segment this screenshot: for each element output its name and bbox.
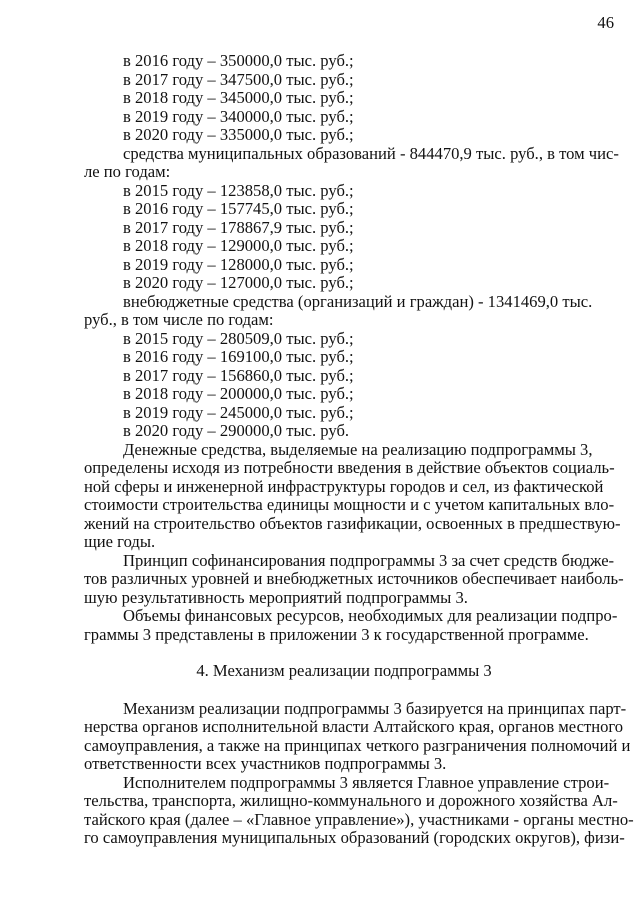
list-item: в 2015 году – 280509,0 тыс. руб.; — [123, 328, 354, 348]
list-item: в 2018 году – 129000,0 тыс. руб.; — [123, 236, 354, 255]
paragraph-line: го самоуправления муниципальных образований (городских округов), физи- — [84, 828, 625, 847]
paragraph-line: Механизм реализации подпрограммы 3 базируется на принципах парт- — [123, 698, 627, 718]
paragraph-line: тов различных уровней и внебюджетных источников обеспечивает наиболь- — [84, 569, 624, 588]
list-item: в 2020 году – 290000,0 тыс. руб. — [123, 421, 350, 440]
list-item: в 2016 году – 157745,0 тыс. руб.; — [123, 199, 354, 218]
list-item: в 2020 году – 127000,0 тыс. руб.; — [123, 273, 354, 292]
paragraph-line: ответственности всех участников подпрограммы 3. — [84, 754, 447, 773]
paragraph-line: Денежные средства, выделяемые на реализацию подпрограммы 3, — [123, 439, 593, 459]
extrabudget-intro: внебюджетные средства (организаций и граждан) - 1341469,0 тыс. — [123, 291, 593, 311]
paragraph-line: определены исходя из потребности введения в действие объектов социаль- — [84, 458, 615, 477]
extrabudget-intro-continued: руб., в том числе по годам: — [84, 310, 274, 329]
page-number: 46 — [597, 13, 614, 32]
extrabudget-funds-block — [84, 293, 604, 441]
paragraph-line: ной сферы и инженерной инфраструктуры городов и сел, из фактической — [84, 476, 604, 496]
list-item: в 2018 году – 345000,0 тыс. руб.; — [123, 88, 354, 107]
list-item: в 2019 году – 340000,0 тыс. руб.; — [123, 106, 354, 126]
paragraph-line: тайского края (далее – «Главное управление»), участниками - органы местно- — [84, 809, 634, 829]
paragraph-executor — [84, 772, 634, 848]
municipal-intro-continued: ле по годам: — [84, 162, 171, 181]
paragraph-cofinancing — [84, 550, 624, 608]
paragraph-line: стоимости строительства единицы мощности и с учетом капитальных вло- — [84, 495, 615, 514]
list-item: в 2020 году – 335000,0 тыс. руб.; — [123, 125, 354, 144]
paragraph-line: Объемы финансовых ресурсов, необходимых для реализации подпро- — [123, 606, 618, 625]
list-item: в 2019 году – 245000,0 тыс. руб.; — [123, 402, 354, 422]
paragraph-line: щие годы. — [84, 532, 156, 551]
paragraph-line: нерства органов исполнительной власти Алтайского края, органов местного — [84, 717, 624, 736]
financing-top-list — [84, 52, 604, 145]
paragraph-line: самоуправления, а также на принципах четкого разграничения полномочий и — [84, 735, 631, 755]
municipal-intro: средства муниципальных образований - 844470,9 тыс. руб., в том чис- — [123, 143, 619, 163]
paragraph-funds — [84, 439, 621, 552]
paragraph-line: граммы 3 представлены в приложении 3 к государственной программе. — [84, 624, 589, 644]
list-item: в 2019 году – 128000,0 тыс. руб.; — [123, 254, 354, 274]
paragraph-line: Принцип софинансирования подпрограммы 3 за счет средств бюдже- — [123, 550, 615, 570]
list-item: в 2017 году – 178867,9 тыс. руб.; — [123, 217, 354, 237]
page-content — [84, 51, 634, 848]
paragraph-line: Исполнителем подпрограммы 3 является Главное управление строи- — [123, 772, 610, 792]
paragraph-line: шую результативность мероприятий подпрограммы 3. — [84, 587, 468, 607]
list-item: в 2016 году – 350000,0 тыс. руб.; — [123, 51, 354, 70]
list-item: в 2015 году – 123858,0 тыс. руб.; — [123, 180, 354, 200]
list-item: в 2017 году – 156860,0 тыс. руб.; — [123, 365, 354, 385]
list-item: в 2016 году – 169100,0 тыс. руб.; — [123, 347, 354, 366]
paragraph-volumes — [84, 606, 618, 644]
list-item: в 2017 году – 347500,0 тыс. руб.; — [123, 69, 354, 89]
paragraph-mechanism — [84, 698, 631, 774]
paragraph-line: жений на строительство объектов газификации, освоенных в предшествую- — [84, 513, 621, 533]
section-heading: 4. Механизм реализации подпрограммы 3 — [196, 661, 492, 680]
paragraph-line: тельства, транспорта, жилищно-коммунального и дорожного хозяйства Ал- — [84, 791, 618, 810]
municipal-funds-block — [84, 143, 619, 293]
list-item: в 2018 году – 200000,0 тыс. руб.; — [123, 384, 354, 403]
